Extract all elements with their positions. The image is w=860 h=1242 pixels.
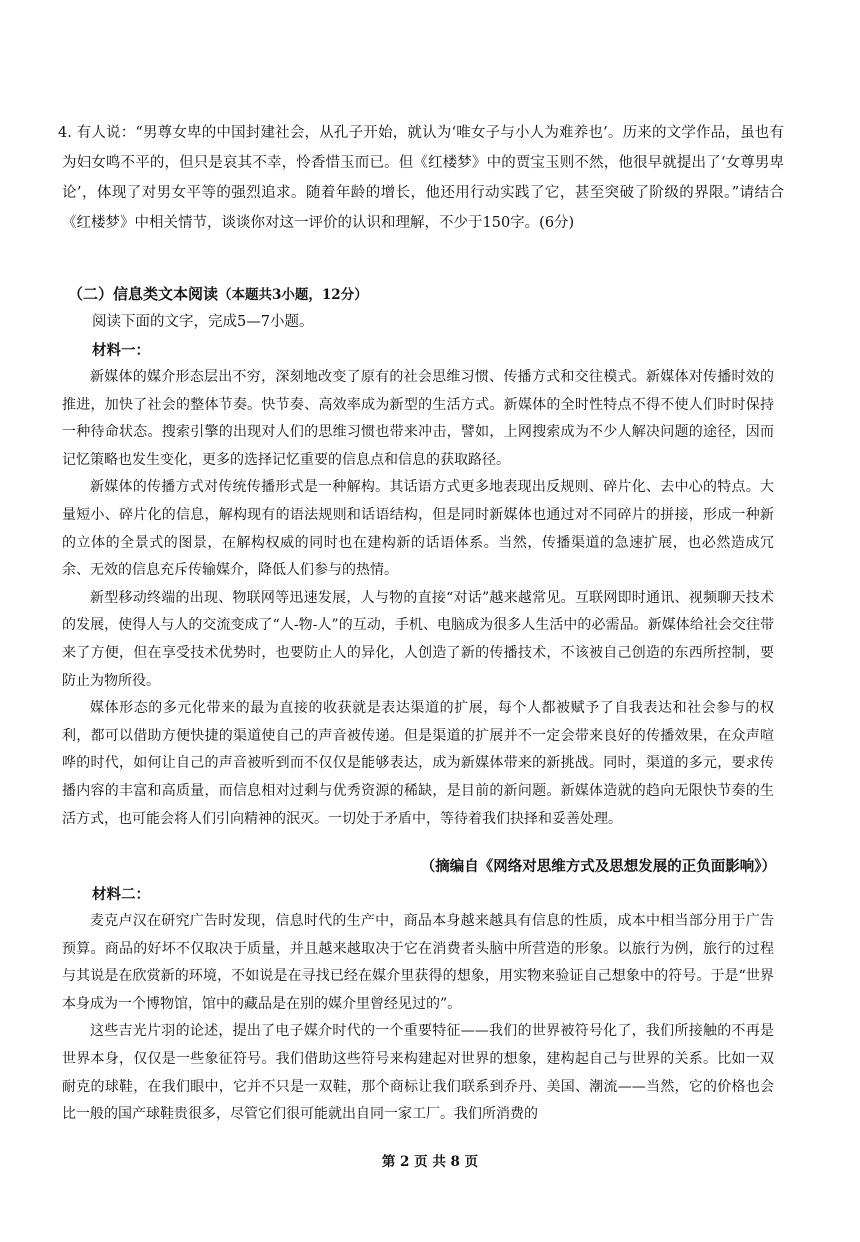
question-4: 4. 有人说：“男尊女卑的中国封建社会，从孔子开始，就认为‘唯女子与小人为难养也’。历来的文学作品，虽也有为妇女鸣不平的，但只是哀其不幸，怜香惜玉而已。但《红楼梦》中的贾宝玉则不然，他很早就提出了‘女尊男卑论’，体现了对男女平等的强烈追求。随着年龄的增长，他还用行动实践了它，甚至突破了阶级的界限。”请结合《红楼梦》中相关情节，谈谈你对这一评价的认识和理解，不少于150字。(6分): [58, 125, 784, 231]
material-1-paragraph: 新媒体的传播方式对传统传播形式是一种解构。其话语方式更多地表现出反规则、碎片化、去中心的特点。大量短小、碎片化的信息，解构现有的语法规则和话语结构，但是同时新媒体也通过对不同碎片的拼接，形成一种新的立体的全景式的图景，在解构权威的同时也在建构新的话语体系。当然，传播渠道的急速扩展，也必然造成冗余、无效的信息充斥传输媒介，降低人们参与的热情。: [62, 479, 774, 579]
material-2-label: 材料二：: [92, 886, 150, 903]
material-1-label: 材料一：: [92, 342, 150, 359]
section-heading: [68, 283, 368, 306]
page-number: 第 2 页 共 8 页: [381, 1154, 479, 1170]
section-instructions: 阅读下面的文字，完成5—7小题。: [92, 314, 314, 330]
material-2-body: [62, 908, 774, 1129]
material-2-paragraph: 麦克卢汉在研究广告时发现，信息时代的生产中，商品本身越来越具有信息的性质，成本中相当部分用于广告预算。商品的好坏不仅取决于质量，并且越来越取决于它在消费者头脑中所营造的形象。以旅行为例，旅行的过程与其说是在欣赏新的环境，不如说是在寻找已经在媒介里获得的想象，用实物来验证自己想象中的符号。于是“世界本身成为一个博物馆，馆中的藏品是在别的媒介里曾经见过的”。: [62, 913, 774, 1012]
section-title: （二）信息类文本阅读: [68, 285, 219, 303]
material-1-body: [62, 364, 774, 833]
material-1-source: （摘编自《网络对思维方式及思想发展的正负面影响》）: [420, 858, 776, 875]
material-2-paragraph: 这些吉光片羽的论述，提出了电子媒介时代的一个重要特征——我们的世界被符号化了，我们所接触的不再是世界本身，仅仅是一些象征符号。我们借助这些符号来构建起对世界的想象，建构起自己与世界的关系。比如一双耐克的球鞋，在我们眼中，它并不只是一双鞋，那个商标让我们联系到乔丹、美国、潮流——当然，它的价格也会比一般的国产球鞋贵很多，尽管它们很可能就出自同一家工厂。我们所消费的: [62, 1023, 774, 1123]
section-subtitle: （本题共3小题，12分）: [218, 287, 368, 303]
material-1-paragraph: 媒体形态的多元化带来的最为直接的收获就是表达渠道的扩展，每个人都被赋予了自我表达和社会参与的权利，都可以借助方便快捷的渠道使自己的声音被传递。但是渠道的扩展并不一定会带来良好的传播效果，在众声喧哗的时代，如何让自己的声音被听到而不仅仅是能够表达，成为新媒体带来的新挑战。同时，渠道的多元，要求传播内容的丰富和高质量，而信息相对过剩与优秀资源的稀缺，是目前的新问题。新媒体造就的趋向无限快节奏的生活方式，也可能会将人们引向精神的泯灭。一切处于矛盾中，等待着我们抉择和妥善处理。: [62, 700, 774, 827]
material-1-paragraph: 新媒体的媒介形态层出不穷，深刻地改变了原有的社会思维习惯、传播方式和交往模式。新媒体对传播时效的推进，加快了社会的整体节奏。快节奏、高效率成为新型的生活方式。新媒体的全时性特点不得不使人们时时保持一种待命状态。搜索引擎的出现对人们的思维习惯也带来冲击，譬如，上网搜索成为不少人解决问题的途径，因而记忆策略也发生变化，更多的选择记忆重要的信息点和信息的获取路径。: [62, 369, 774, 468]
material-1-paragraph: 新型移动终端的出现、物联网等迅速发展，人与物的直接“对话”越来越常见。互联网即时通讯、视频聊天技术的发展，使得人与人的交流变成了“人-物-人”的互动，手机、电脑成为很多人生活中的必需品。新媒体给社会交往带来了方便，但在享受技术优势时，也要防止人的异化，人创造了新的传播技术，不该被自己创造的东西所控制，要防止为物所役。: [62, 589, 774, 689]
